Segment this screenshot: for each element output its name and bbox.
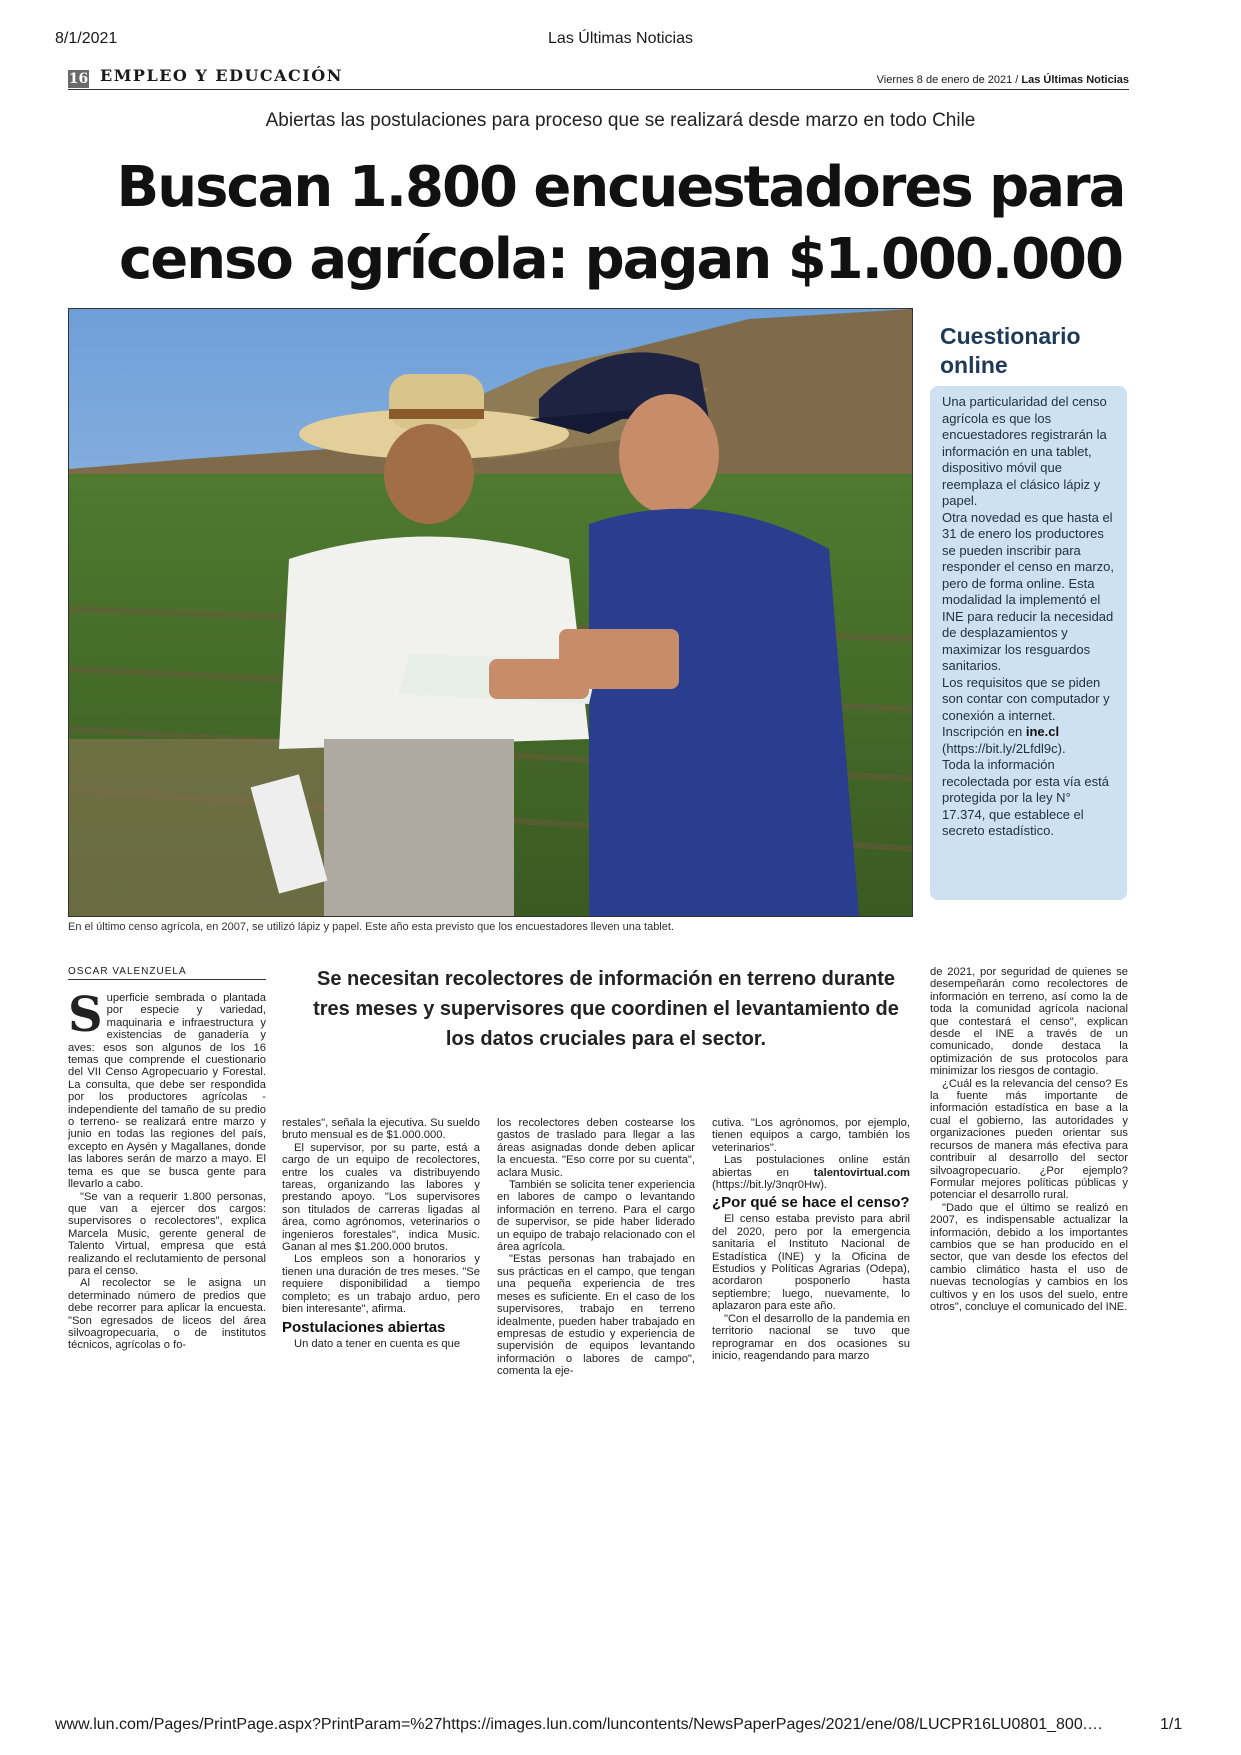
article-paragraph: "Dado que el último se realizó en 2007, es indispensable actualizar la información, debido a los importantes cambios que se han producido en el sector, que van desde los efectos del cambio climático hasta el uso de nuevas tecnologías y cambios en los cultivos y en los usos del suelo, entre otros", concluye el comunicado del INE. — [930, 1201, 1128, 1313]
paragraph-text: Las postulaciones online están abiertas en — [712, 1154, 910, 1179]
article-paragraph: "Se van a requerir 1.800 personas, que van a ejercer dos cargos: supervisores o recolectores", explica Marcela Music, gerente general de Talento Virtual, empresa que está realizando el reclutamiento de personal para el censo. — [68, 1190, 266, 1277]
article-paragraph — [68, 987, 266, 1191]
sidebar-title-line-1: Cuestionario — [940, 323, 1081, 349]
section-name: EMPLEO Y EDUCACIÓN — [100, 66, 343, 85]
subhead-postulaciones: Postulaciones abiertas — [282, 1318, 446, 1336]
headline-line-1: Buscan 1.800 encuestadores para — [116, 155, 1125, 220]
article-paragraph: Al recolector se le asigna un determinado número de predios que debe recorrer para aplicar la encuesta. "Son egresados de liceos del área silvoagropecuaria, o de institutos técnicos, agrícolas o fo- — [68, 1277, 266, 1352]
article-column-5 — [930, 966, 1128, 1313]
article-column-2 — [282, 1117, 480, 1350]
article-deck: Se necesitan recolectores de información en terreno durante tres meses y supervisores que coordinen el levantamiento de los datos cruciales para el sector. — [313, 968, 899, 1050]
print-page-counter: 1/1 — [1160, 1716, 1183, 1733]
print-url: www.lun.com/Pages/PrintPage.aspx?PrintParam=%27https://images.lun.com/luncontents/NewsPaperPages/2021/ene/08/LUCPR16LU0801_800.… — [55, 1716, 1104, 1733]
article-column-3 — [497, 1117, 695, 1378]
article-paragraph: restales", señala la ejecutiva. Su sueldo bruto mensual es de $1.000.000. — [282, 1117, 480, 1142]
article-paragraph — [712, 1154, 910, 1191]
article-paragraph: ¿Cuál es la relevancia del censo? Es la fuente más importante de información estadística en base a la cual el gobierno, las autoridades y organizaciones pueden orientar sus recursos de manera más efectiva para contribuir al desarrollo del sector silvoagropecuario. ¿Por ejemplo? Formular mejores políticas públicas y potenciar el desarrollo rural. — [930, 1077, 1128, 1202]
article-column-4 — [712, 1117, 910, 1362]
sidebar-paragraph: Otra novedad es que hasta el 31 de enero los productores se pueden inscribir para responder el censo en marzo, pero de forma online. Esta modalidad la implementó el INE para reducir la necesidad de desplazamientos y maximizar los resguardos sanitarios. — [942, 509, 1114, 673]
headline-line-2: censo agrícola: pagan $1.000.000 — [119, 227, 1122, 292]
article-paragraph: Un dato a tener en cuenta es que — [294, 1337, 461, 1350]
sidebar-link-ine[interactable]: ine.cl — [1025, 724, 1060, 739]
sidebar-text: (https://bit.ly/2Lfdl9c). — [942, 740, 1066, 756]
paragraph-text: (https://bit.ly/3nqr0Hw). — [712, 1179, 828, 1192]
byline: OSCAR VALENZUELA — [68, 966, 266, 980]
article-paragraph: de 2021, por seguridad de quienes se desempeñarán como recolectores de información en terreno, así como la de toda la comunidad agrícola nacional que contestará el censo", explican desde el INE a través de un comunicado, donde destaca la optimización de sus protocolos para minimizar los riesgos de contagio. — [930, 966, 1128, 1078]
article-paragraph: El censo estaba previsto para abril del 2020, pero por la emergencia sanitaria el Instituto Nacional de Estadística (INE) y la Oficina de Estudios y Políticas Agrarias (Odepa), acordaron posponerlo hasta septiembre; luego, nuevamente, lo aplazaron para este año. — [712, 1213, 910, 1313]
publication-name: Las Últimas Noticias — [1021, 74, 1129, 86]
article-paragraph: El supervisor, por su parte, está a cargo de un equipo de recolectores, entre los cuales va distribuyendo tareas, organizando las labores y prestando apoyo. "Los supervisores son titulados de carreras ligadas al área, como agrónomos, veterinarios o ingenieros forestales", indica Music. Ganan al mes $1.200.000 brutos. — [282, 1141, 480, 1254]
page-number-badge: 16 — [68, 71, 89, 87]
sidebar-box — [930, 386, 1127, 900]
photo-caption: En el último censo agrícola, en 2007, se utilizó lápiz y papel. Este año esta previsto que los encuestadores lleven una tablet. — [68, 921, 674, 933]
sidebar-paragraph: Una particularidad del censo agrícola es que los encuestadores registrarán la información en una tablet, dispositivo móvil que reemplaza el clásico lápiz y papel. — [942, 394, 1107, 508]
article-kicker: Abiertas las postulaciones para proceso que se realizará desde marzo en todo Chile — [265, 110, 976, 131]
article-photo — [68, 308, 913, 917]
publication-date: Viernes 8 de enero de 2021 / — [876, 74, 1022, 86]
print-date: 8/1/2021 — [55, 30, 118, 47]
sidebar-paragraph: Toda la información recolectada por esta vía está protegida por la ley N° 17.374, que establece el secreto estadístico. — [942, 757, 1109, 838]
article-paragraph: Los empleos son a honorarios y tienen una duración de tres meses. "Se requiere disponibilidad a tiempo completo; es un trabajo arduo, pero bien interesante", afirma. — [282, 1253, 480, 1316]
article-column-1 — [68, 987, 266, 1352]
article-paragraph: cutiva. "Los agrónomos, por ejemplo, tienen equipos a cargo, también los veterinarios". — [712, 1117, 910, 1154]
paragraph-text: uperficie sembrada o plantada por especie y variedad, maquinaria e infraestructura y existencias de ganadería y aves: esos son algunos de los 16 temas que comprende el cuestionario del VII Censo Agropecuario y Forestal. La consulta, que debe ser respondida por los productores agrícolas -independiente del tamaño de su predio o terreno- se realizará entre marzo y junio en todas las regiones del país, excepto en Aysén y Magallanes, donde las labores serán de marzo a mayo. El tema es que se busca gente para llevarlo a cabo. — [68, 992, 266, 1191]
article-paragraph: También se solicita tener experiencia en labores de campo o levantando información en terreno. Para el cargo de supervisor, se pide haber liderado un equipo de trabajo relacionado con el área agrícola. — [497, 1179, 695, 1254]
talentovirtual-link[interactable]: talentovirtual.com — [813, 1166, 910, 1179]
article-paragraph: "Con el desarrollo de la pandemia en territorio nacional se tuvo que reprogramar en dos ocasiones su inicio, reagendando para marzo — [712, 1312, 910, 1362]
sidebar-title-line-2: online — [940, 352, 1008, 378]
sidebar-title — [940, 322, 1140, 380]
article-paragraph: los recolectores deben costearse los gastos de traslado para llegar a las áreas asignadas donde deben aplicar la encuesta. "Eso corre por su cuenta", aclara Music. — [497, 1117, 695, 1179]
drop-cap: S — [68, 987, 103, 1043]
publication-date-line — [877, 74, 1129, 86]
article-paragraph: "Estas personas han trabajado en sus prácticas en el campo, que tengan una pequeña experiencia de tres meses es suficiente. En el caso de los supervisores, trabajo en terreno idealmente, pueden haber trabajado en empresas de estudio y experiencia de supervisión de equipos levantando información o labores de campo", comenta la eje- — [497, 1253, 695, 1378]
photo-farm-scene — [69, 309, 912, 916]
sidebar-text: Los requisitos que se piden son contar con computador y conexión a internet. Inscripción en — [942, 674, 1110, 739]
print-page-title: Las Últimas Noticias — [548, 30, 693, 47]
sidebar-paragraph — [942, 675, 1117, 758]
subhead-por-que: ¿Por qué se hace el censo? — [712, 1194, 910, 1212]
article-headline — [0, 152, 1241, 296]
header-rule — [68, 89, 1129, 90]
